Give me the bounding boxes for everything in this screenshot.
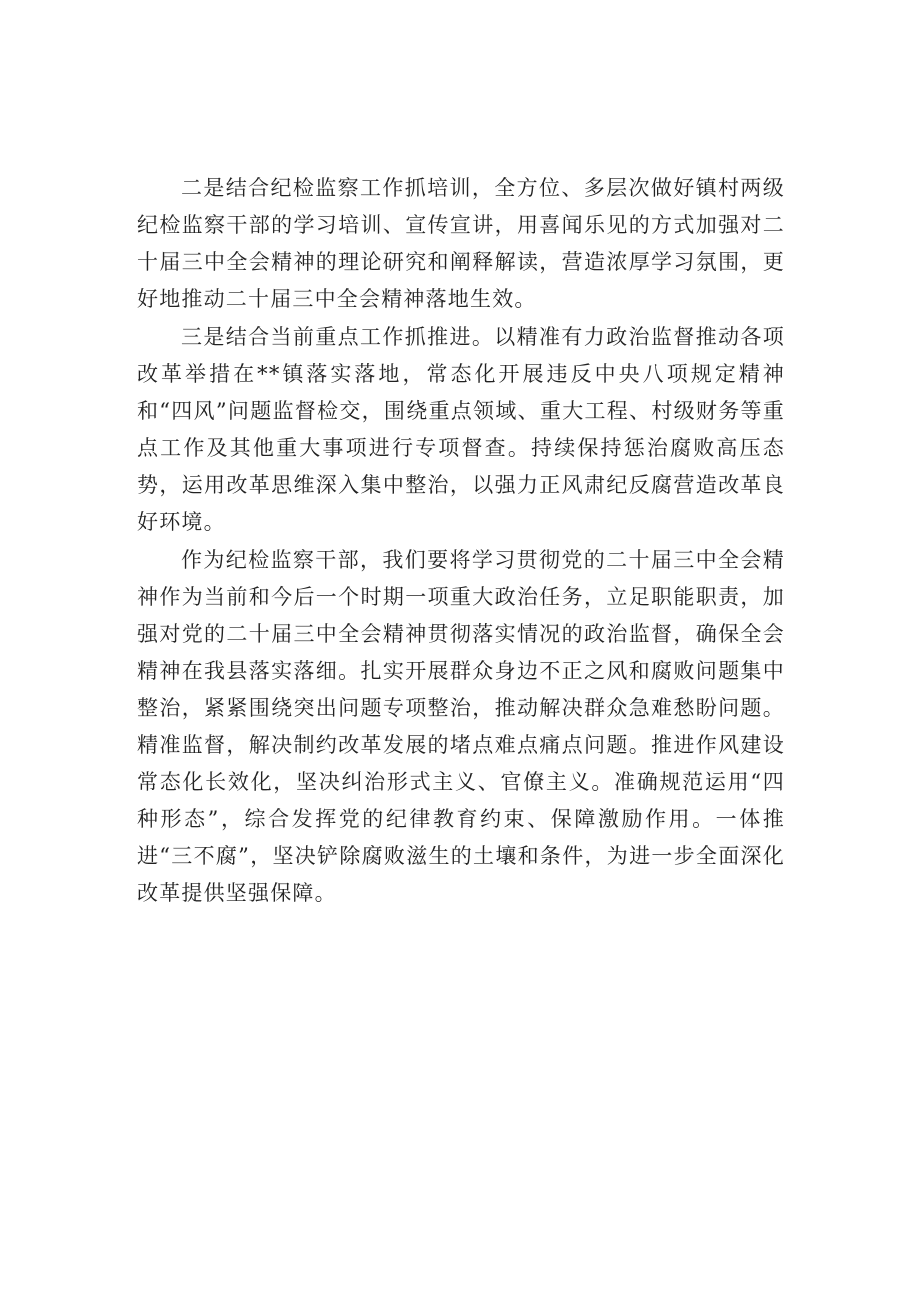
paragraph-cadre-duty: 作为纪检监察干部，我们要将学习贯彻党的二十届三中全会精神作为当前和今后一个时期一项重大政治任务，立足职能职责，加强对党的二十届三中全会精神贯彻落实情况的政治监督，确保全会精神在我县落实落细。扎实开展群众身边不正之风和腐败问题集中整治，紧紧围绕突出问题专项整治，推动解决群众急难愁盼问题。精准监督，解决制约改革发展的堵点难点痛点问题。推进作风建设常态化长效化，坚决纠治形式主义、官僚主义。准确规范运用“四种形态”，综合发挥党的纪律教育约束、保障激励作用。一体推进“三不腐”，坚决铲除腐败滋生的土壤和条件，为进一步全面深化改革提供坚强保障。 xyxy=(137,548,785,905)
document-body xyxy=(137,170,785,912)
paragraph-training: 二是结合纪检监察工作抓培训，全方位、多层次做好镇村两级纪检监察干部的学习培训、宣传宣讲，用喜闻乐见的方式加强对二十届三中全会精神的理论研究和阐释解读，营造浓厚学习氛围，更好地推动二十届三中全会精神落地生效。 xyxy=(137,176,785,311)
paragraph-key-work: 三是结合当前重点工作抓推进。以精准有力政治监督推动各项改革举措在**镇落实落地，常态化开展违反中央八项规定精神和“四风”问题监督检交，围绕重点领域、重大工程、村级财务等重点工作及其他重大事项进行专项督查。持续保持惩治腐败高压态势，运用改革思维深入集中整治，以强力正风肃纪反腐营造改革良好环境。 xyxy=(137,325,785,534)
